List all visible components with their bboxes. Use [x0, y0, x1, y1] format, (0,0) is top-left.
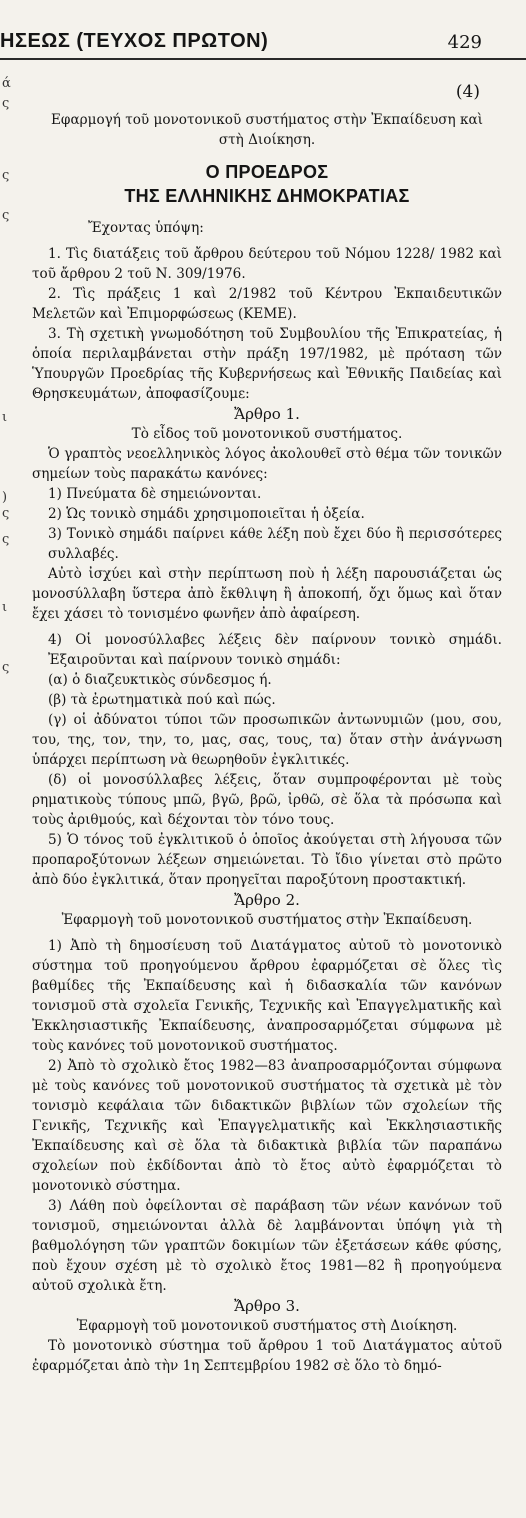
article-3-subtitle: Ἐφαρμογὴ τοῦ μονοτονικοῦ συστήματος στὴ Διοίκηση. — [76, 1318, 458, 1334]
decree-body — [32, 110, 502, 1376]
decree-heading-cont: στὴ Διοίκηση. — [218, 132, 316, 148]
article-1-rule-3-note: Αὐτὸ ἰσχύει καὶ στὴν περίπτωση ποὺ ἡ λέξη παρουσιάζεται ὡς μονοσύλλαβη ὕστερα ἀπὸ ἔκθλιψη ἢ ἀποκοπή, ὄχι ὅμως καὶ ὅταν ἔχει χάσει τὸ τονισμένο φωνῆεν ἀπὸ ἀφαίρεση. — [32, 566, 502, 622]
article-1-rule-2: 2) Ὡς τονικὸ σημάδι χρησιμοποιεῖται ἡ ὀξεία. — [48, 506, 365, 522]
article-1-rule-5: 5) Ὁ τόνος τοῦ ἐγκλιτικοῦ ὁ ὁποῖος ἀκούγεται στὴ λήγουσα τῶν προπαροξύτονων λέξεων σημειώνεται. Τὸ ἴδιο γίνεται στὸ πρῶτο ἀπὸ δύο ἐγκλιτικά, ὅταν προηγεῖται παροξύτονη προστακτική. — [32, 832, 502, 888]
consideration-3: 3. Τὴ σχετικὴ γνωμοδότηση τοῦ Συμβουλίου τῆς Ἐπικρατείας, ἡ ὁποία περιλαμβάνεται στὴν πράξη 197/1982, μὲ πρόταση τῶν Ὑπουργῶν Προεδρίας τῆς Κυβερνήσεως καὶ Ἐθνικῆς Παιδείας καὶ Θρησκευμάτων, ἀποφασίζουμε: — [32, 326, 502, 402]
article-3-title: Ἄρθρο 3. — [234, 1297, 300, 1315]
article-2-para-2: 2) Ἀπὸ τὸ σχολικὸ ἔτος 1982—83 ἀναπροσαρμόζονται σύμφωνα μὲ τοὺς κανόνες τοῦ μονοτονικοῦ συστήματος τὰ σχετικὰ μὲ τὸν τονισμὸ κεφάλαια τῶν διδακτικῶν βιβλίων τῶν σχολείων τῆς Γενικῆς, Τεχνικῆς καὶ Ἐπαγγελματικῆς καὶ Ἐκκλησιαστικῆς Ἐκπαίδευσης καὶ σὲ ὅλα τὰ διδακτικὰ βιβλία τῶν παραπάνω σχολείων ποὺ ἐκδίδονται ἀπὸ τὸ ἔτος αὐτὸ ἐφαρμόζεται τὸ μονοτονικὸ σύστημα. — [32, 1058, 502, 1194]
article-1-subtitle: Τὸ εἶδος τοῦ μονοτονικοῦ συστήματος. — [131, 426, 403, 442]
margin-mark: ς — [2, 660, 10, 675]
president-title: Ο ΠΡΟΕΔΡΟΣ — [205, 162, 329, 182]
president-subtitle: ΤΗΣ ΕΛΛΗΝΙΚΗΣ ΔΗΜΟΚΡΑΤΙΑΣ — [124, 186, 410, 206]
issue-marker: (4) — [455, 82, 480, 102]
article-2-para-3: 3) Λάθη ποὺ ὀφείλονται σὲ παράβαση τῶν νέων κανόνων τοῦ τονισμοῦ, σημειώνονται ἀλλὰ δὲ λαμβάνονται ὑπόψη γιὰ τὴ βαθμολόγηση τῶν γραπτῶν δοκιμίων τῶν ἐξετάσεων κάθε φύσης, ποὺ ἔχουν σχέση μὲ τὸ σχολικὸ ἔτος 1981—82 ἢ προηγούμενα αὐτοῦ σχολικὰ ἔτη. — [32, 1198, 502, 1294]
article-1-title: Ἄρθρο 1. — [234, 405, 300, 423]
article-1-rule-4: 4) Οἱ μονοσύλλαβες λέξεις δὲν παίρνουν τονικὸ σημάδι. Ἐξαιροῦνται καὶ παίρνουν τονικὸ σημάδι: — [48, 632, 502, 668]
article-2-para-1: 1) Ἀπὸ τὴ δημοσίευση τοῦ Διατάγματος αὐτοῦ τὸ μονοτονικὸ σύστημα τοῦ προηγούμενου ἄρθρου ἐφαρμόζεται σὲ ὅλες τὶς βαθμίδες τῆς Ἐκπαίδευσης καὶ ἡ διδασκαλία τῶν κανόνων τονισμοῦ στὰ σχολεῖα Γενικῆς, Τεχνικῆς καὶ Ἐπαγγελματικῆς καὶ Ἐκκλησιαστικῆς Ἐκπαίδευσης, ἀναπροσαρμόζεται σύμφωνα μὲ τοὺς κανόνες τοῦ μονοτονικοῦ συστήματος. — [32, 938, 502, 1054]
article-3-para-1: Τὸ μονοτονικὸ σύστημα τοῦ ἄρθρου 1 τοῦ Διατάγματος αὐτοῦ ἐφαρμόζεται ἀπὸ τὴν 1η Σεπτεμβρίου 1982 σὲ ὅλο τὸ δημό- — [32, 1338, 502, 1374]
margin-mark: ) — [2, 490, 8, 505]
article-2-title: Ἄρθρο 2. — [234, 891, 300, 909]
article-1-rule-4c: (γ) οἱ ἀδύνατοι τύποι τῶν προσωπικῶν ἀντωνυμιῶν (μου, σου, του, της, τον, την, το, μας, σας, τους, τα) ὅταν στὴν ἀνάγνωση ὑπάρχει περίπτωση νὰ θεωρηθοῦν ἐγκλιτικές. — [32, 712, 502, 768]
margin-mark: ς — [2, 168, 10, 183]
header-rule — [0, 58, 526, 60]
margin-mark: ς — [2, 506, 10, 521]
left-margin-marks — [0, 60, 18, 1510]
article-1-intro: Ὁ γραπτὸς νεοελληνικὸς λόγος ἀκολουθεῖ στὸ θέμα τῶν τονικῶν σημείων τοὺς παρακάτω κανόνες: — [32, 446, 502, 482]
margin-mark: ι — [2, 410, 8, 425]
page-number: 429 — [447, 32, 482, 53]
margin-mark: ι — [2, 600, 8, 615]
header-title: ΗΣΕΩΣ (ΤΕΥΧΟΣ ΠΡΩΤΟΝ) — [0, 30, 269, 52]
article-1-rule-4b: (β) τὰ ἐρωτηματικὰ πού καὶ πώς. — [48, 692, 276, 708]
consideration-2: 2. Τὶς πράξεις 1 καὶ 2/1982 τοῦ Κέντρου Ἐκπαιδευτικῶν Μελετῶν καὶ Ἐπιμορφώσεως (ΚΕΜΕ). — [32, 286, 502, 322]
decree-heading: Εφαρμογή τοῦ μονοτονικοῦ συστήματος στὴν Ἐκπαίδευση καὶ — [51, 112, 483, 128]
margin-mark: ς — [2, 532, 10, 547]
margin-mark: ς — [2, 208, 10, 223]
article-2-subtitle: Ἐφαρμογὴ τοῦ μονοτονικοῦ συστήματος στὴν Ἐκπαίδευση. — [61, 912, 473, 928]
page-header — [0, 30, 526, 60]
article-1-rule-3: 3) Τονικὸ σημάδι παίρνει κάθε λέξη ποὺ ἔχει δύο ἢ περισσότερες συλλαβές. — [48, 526, 502, 562]
article-1-rule-4d: (δ) οἱ μονοσύλλαβες λέξεις, ὅταν συμπροφέρονται μὲ τοὺς ρηματικοὺς τύπους μπῶ, βγῶ, βρῶ, ἰρθῶ, σὲ ὅλα τὰ πρόσωπα καὶ τοὺς ἀριθμούς, καὶ δέχονται τὸν τόνο τους. — [32, 772, 502, 828]
considering-line: Ἔχοντας ὑπόψη: — [88, 220, 204, 236]
consideration-1: 1. Τὶς διατάξεις τοῦ ἄρθρου δεύτερου τοῦ Νόμου 1228/ 1982 καὶ τοῦ ἄρθρου 2 τοῦ Ν. 309/1976. — [32, 246, 502, 282]
margin-mark: ά — [2, 76, 11, 91]
margin-mark: ς — [2, 96, 10, 111]
article-1-rule-4a: (α) ὁ διαζευκτικὸς σύνδεσμος ή. — [48, 672, 272, 688]
article-1-rule-1: 1) Πνεύματα δὲ σημειώνονται. — [48, 486, 262, 502]
